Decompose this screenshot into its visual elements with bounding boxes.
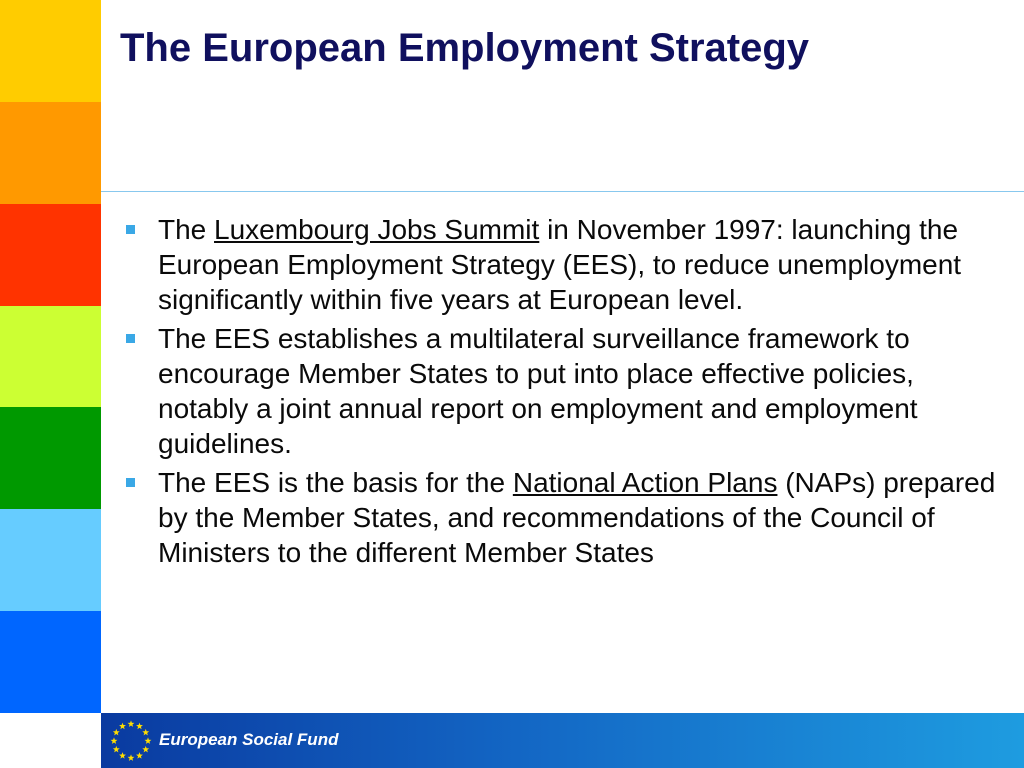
- bullet-text: in November 1997: launching the European Employment Strategy (EES), to reduce unemployment significantly within five years at European level.: [158, 214, 962, 315]
- eu-star: [145, 737, 152, 744]
- bullet-square-icon: [126, 225, 135, 234]
- slide-title: The European Employment Strategy: [120, 26, 810, 70]
- bullet-text: The: [158, 214, 215, 245]
- color-block-green: [0, 407, 101, 509]
- eu-star: [128, 754, 135, 761]
- national-action-plans-link[interactable]: National Action Plans: [512, 467, 778, 498]
- eu-star: [113, 746, 120, 753]
- eu-star: [142, 729, 149, 736]
- luxembourg-jobs-summit-link[interactable]: Luxembourg Jobs Summit: [214, 214, 540, 245]
- eu-star: [136, 752, 143, 759]
- eu-star: [136, 723, 143, 730]
- bullet-item-luxembourg-summit: [120, 212, 1000, 317]
- eu-star: [119, 752, 126, 759]
- color-block-lime: [0, 306, 101, 408]
- bullet-square-icon: [126, 478, 135, 487]
- color-block-red: [0, 204, 101, 306]
- color-block-yellow: [0, 0, 101, 102]
- title-divider: [101, 191, 1024, 192]
- eu-star: [113, 729, 120, 736]
- bullet-square-icon: [126, 334, 135, 343]
- color-block-light-blue: [0, 509, 101, 611]
- bullet-text: The EES establishes a multilateral surveillance framework to encourage Member States to put into place effective policies, notably a joint annual report on employment and employment guidelines.: [158, 323, 918, 459]
- bullet-item-surveillance-framework: [120, 321, 1000, 461]
- footer-label: European Social Fund: [159, 730, 339, 749]
- eu-star: [111, 737, 118, 744]
- bullet-text: (NAPs) prepared by the Member States, and recommendations of the Council of Ministers to the different Member States: [158, 467, 996, 568]
- eu-star: [128, 720, 135, 727]
- bullet-list: [120, 212, 1000, 574]
- color-block-blue: [0, 611, 101, 713]
- color-block-orange: [0, 102, 101, 204]
- footer-bar: [101, 713, 1024, 768]
- color-strip: [0, 0, 101, 713]
- bullet-item-national-action-plans: [120, 465, 1000, 570]
- eu-star: [119, 723, 126, 730]
- eu-star: [142, 746, 149, 753]
- eu-stars-icon: [107, 717, 155, 765]
- bullet-text: The EES is the basis for the: [158, 467, 513, 498]
